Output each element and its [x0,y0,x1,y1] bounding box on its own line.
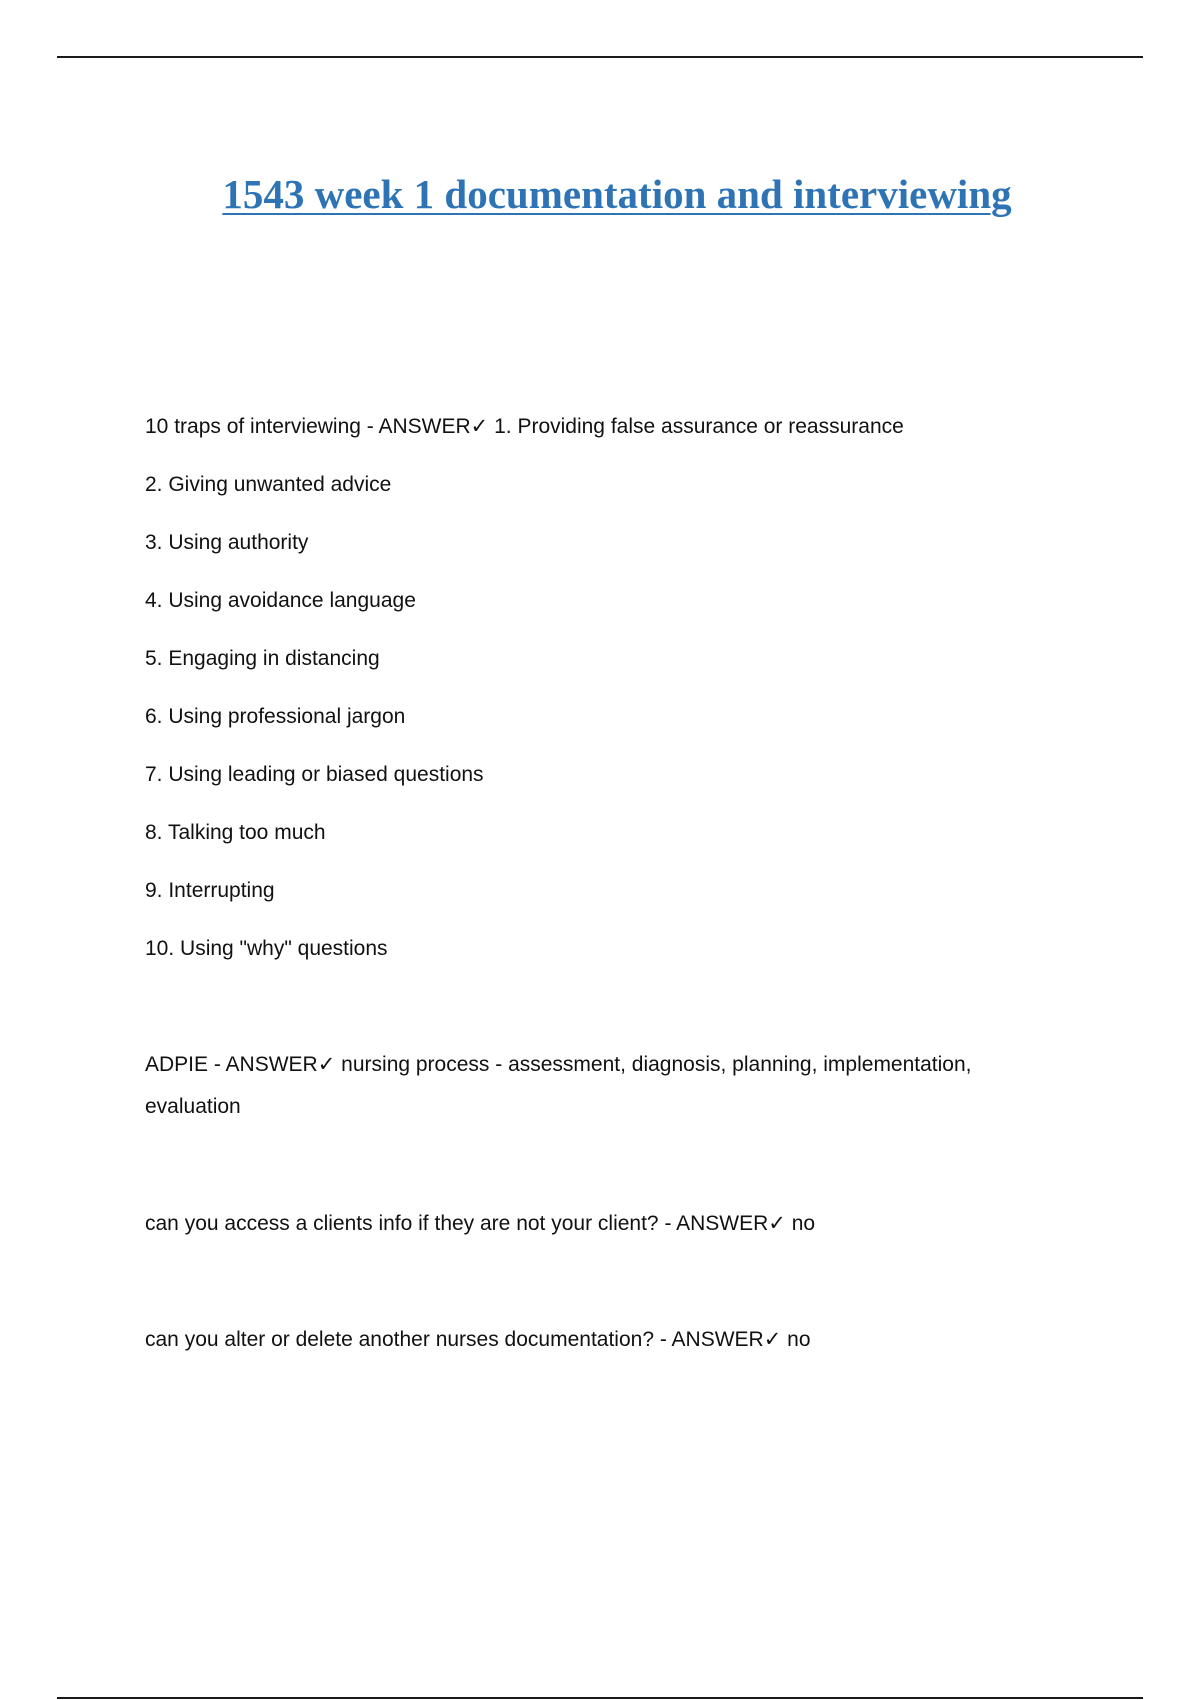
answer-marker: ANSWER✓ [225,1053,336,1076]
answer-marker: ANSWER✓ [378,415,489,438]
answer-marker: ANSWER✓ [676,1212,786,1235]
question-text: ADPIE [145,1053,209,1076]
qa-question-line: can you access a clients info if they are not your client? - ANSWER✓ no [145,1212,816,1235]
question-text: 10 traps of interviewing [145,415,361,438]
list-item: 6. Using professional jargon [145,705,406,728]
list-item: 4. Using avoidance language [145,589,416,612]
question-text: can you alter or delete another nurses documentation? [145,1328,654,1351]
list-item: 3. Using authority [145,531,309,554]
bottom-rule [57,1697,1143,1699]
answer-text: no [791,1212,816,1235]
answer-marker: ANSWER✓ [671,1328,782,1351]
answer-text: no [787,1328,811,1351]
list-item: 7. Using leading or biased questions [145,763,484,786]
list-item: 2. Giving unwanted advice [145,473,392,496]
answer-text: nursing process - assessment, diagnosis, planning, implementation, [341,1053,972,1076]
top-rule [57,56,1143,58]
list-item: 5. Engaging in distancing [145,647,380,670]
list-item: 8. Talking too much [145,821,326,844]
qa-question-line: ADPIE - ANSWER✓ nursing process - assessment, diagnosis, planning, implementation, [145,1053,972,1076]
qa-question-line: 10 traps of interviewing - ANSWER✓ 1. Providing false assurance or reassurance [145,415,904,438]
qa-question-line: can you alter or delete another nurses documentation? - ANSWER✓ no [145,1328,811,1351]
list-item: 9. Interrupting [145,879,275,902]
answer-text: 1. Providing false assurance or reassurance [494,415,904,438]
question-text: can you access a clients info if they are not your client? [145,1212,659,1235]
document-title: 1543 week 1 documentation and interviewing [222,171,1012,217]
answer-continuation: evaluation [145,1095,241,1118]
list-item: 10. Using "why" questions [145,937,388,960]
